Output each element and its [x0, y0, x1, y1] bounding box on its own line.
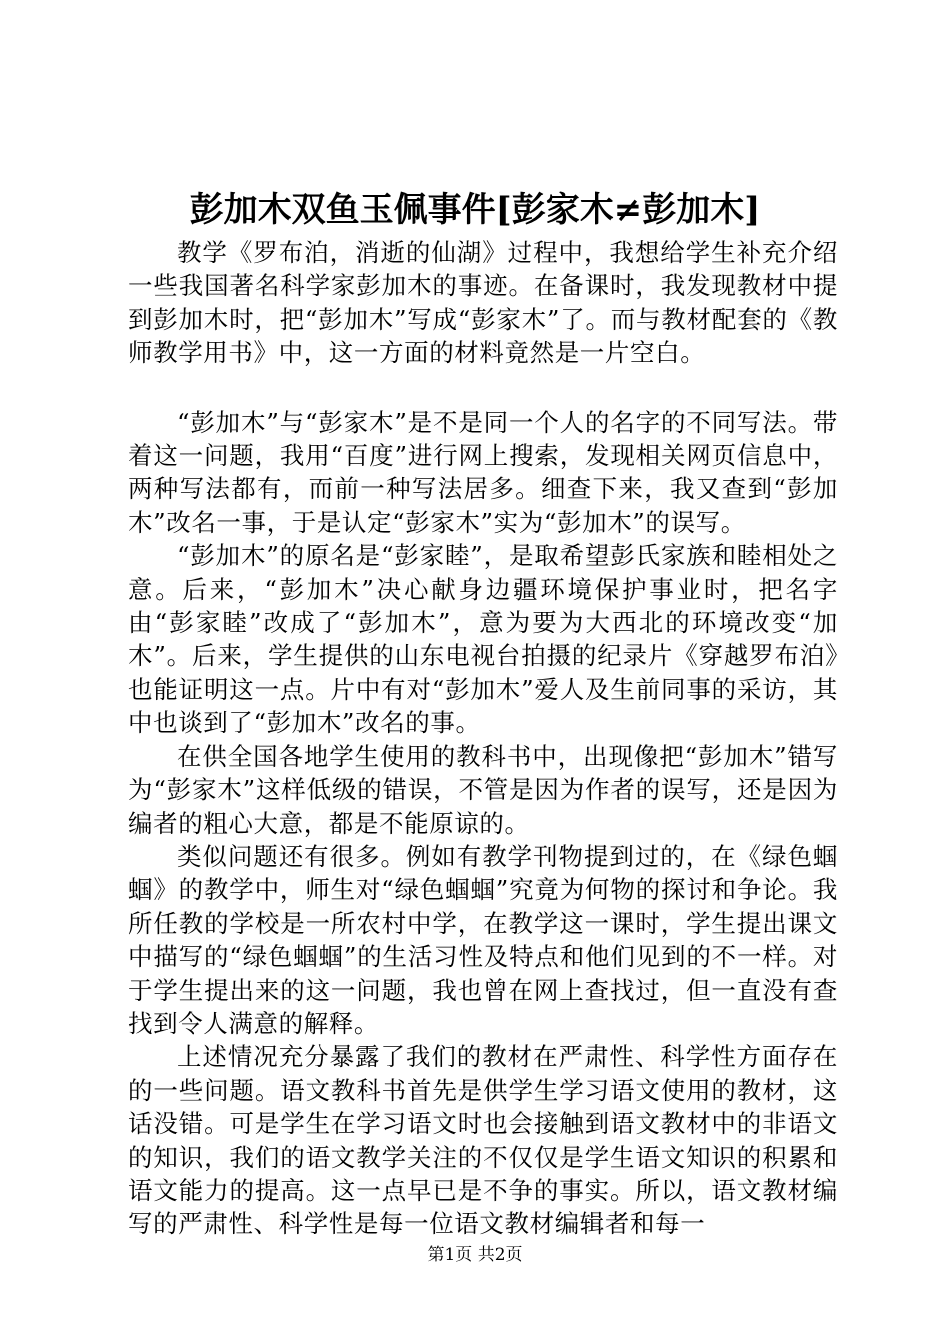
paragraph-2: “彭加木”与“彭家木”是不是同一个人的名字的不同写法。带着这一问题，我用“百度”进行网上搜索，发现相关网页信息中，两种写法都有，而前一种写法居多。细查下来，我又查到“彭加木”改名一事，于是认定“彭家木”实为“彭加木”的误写。: [128, 407, 838, 537]
paragraph-1: 教学《罗布泊，消逝的仙湖》过程中，我想给学生补充介绍一些我国著名科学家彭加木的事迹。在备课时，我发现教材中提到彭加木时，把“彭加木”写成“彭家木”了。而与教材配套的《教师教学用书》中，这一方面的材料竟然是一片空白。: [128, 238, 838, 368]
paragraph-4: 在供全国各地学生使用的教科书中，出现像把“彭加木”错写为“彭家木”这样低级的错误，不管是因为作者的误写，还是因为编者的粗心大意，都是不能原谅的。: [128, 741, 838, 838]
document-body: [128, 236, 838, 1241]
paragraph-6: 上述情况充分暴露了我们的教材在严肃性、科学性方面存在的一些问题。语文教科书首先是供学生学习语文使用的教材，这话没错。可是学生在学习语文时也会接触到语文教材中的非语文的知识，我们的语文教学关注的不仅仅是学生语文知识的积累和语文能力的提高。这一点早已是不争的事实。所以，语文教材编写的严肃性、科学性是每一位语文教材编辑者和每一: [128, 1042, 838, 1239]
paragraph-3: “彭加木”的原名是“彭家睦”，是取希望彭氏家族和睦相处之意。后来，“彭加木”决心献身边疆环境保护事业时，把名字由“彭家睦”改成了“彭加木”，意为要为大西北的环境改变“加木”。后来，学生提供的山东电视台拍摄的纪录片《穿越罗布泊》也能证明这一点。片中有对“彭加木”爱人及生前同事的采访，其中也谈到了“彭加木”改名的事。: [128, 541, 838, 738]
document-title: 彭加木双鱼玉佩事件[彭家木≠彭加木]: [189, 190, 761, 230]
page-footer: 第1页 共2页: [427, 1245, 523, 1265]
paragraph-5: 类似问题还有很多。例如有教学刊物提到过的，在《绿色蝈蝈》的教学中，师生对“绿色蝈蝈”究竟为何物的探讨和争论。我所任教的学校是一所农村中学，在教学这一课时，学生提出课文中描写的“绿色蝈蝈”的生活习性及特点和他们见到的不一样。对于学生提出来的这一问题，我也曾在网上查找过，但一直没有查找到令人满意的解释。: [128, 841, 838, 1038]
